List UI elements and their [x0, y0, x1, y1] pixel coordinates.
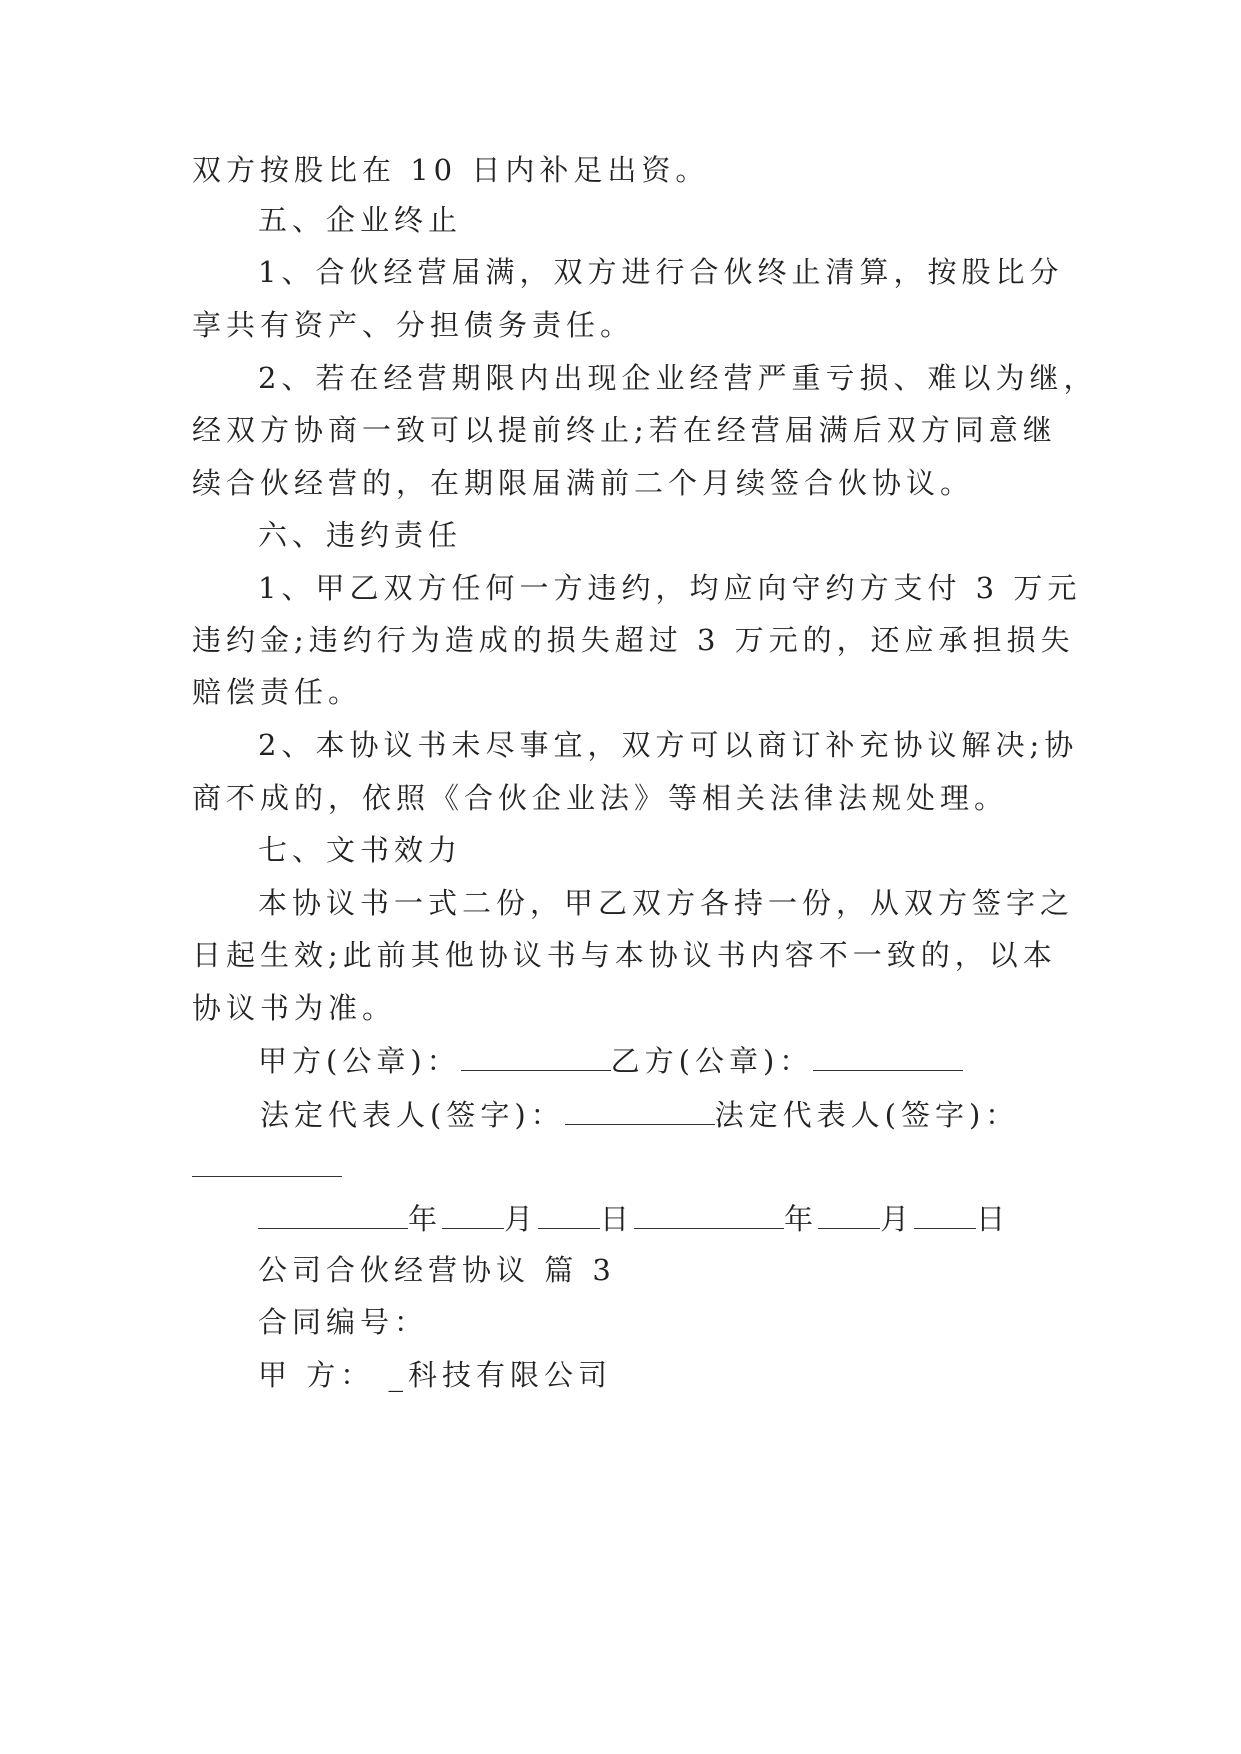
paragraph-line: 2、本协议书未尽事宜，双方可以商订补充协议解决;协 — [258, 728, 1079, 762]
legal-rep-a-blank — [565, 1094, 715, 1125]
legal-rep-b-blank — [192, 1146, 342, 1177]
section-heading: 五、企业终止 — [258, 203, 463, 237]
paragraph-line: 商不成的，依照《合伙企业法》等相关法律法规处理。 — [192, 781, 1009, 815]
date-day-blank — [914, 1198, 976, 1229]
paragraph-line: 2、若在经营期限内出现企业经营严重亏损、难以为继， — [258, 361, 1098, 395]
party-a-label: 甲 方： — [258, 1358, 375, 1392]
paragraph-line: 享共有资产、分担债务责任。 — [192, 308, 635, 342]
year-label: 年 — [408, 1202, 443, 1236]
party-a-seal-label: 甲方(公章)： — [258, 1044, 461, 1078]
seal-signature-line — [258, 1040, 1138, 1081]
month-label: 月 — [504, 1202, 539, 1236]
day-label: 日 — [600, 1202, 635, 1236]
paragraph-line: 日起生效;此前其他协议书与本协议书内容不一致的，以本 — [192, 938, 1057, 972]
party-a-value: _科技有限公司 — [388, 1358, 612, 1392]
party-b-seal-blank — [813, 1040, 963, 1071]
paragraph-line: 续合伙经营的，在期限届满前二个月续签合伙协议。 — [192, 466, 975, 500]
legal-rep-b-label: 法定代表人(签字)： — [714, 1098, 1020, 1132]
party-a-seal-blank — [461, 1040, 611, 1071]
section-title: 公司合伙经营协议 篇 3 — [258, 1253, 616, 1287]
legal-rep-line — [260, 1094, 1140, 1135]
paragraph-line: 1、合伙经营届满，双方进行合伙终止清算，按股比分 — [258, 255, 1064, 289]
year-label: 年 — [784, 1202, 819, 1236]
legal-rep-b-wrapped-line — [192, 1146, 1072, 1187]
legal-rep-a-label: 法定代表人(签字)： — [260, 1098, 565, 1132]
paragraph-line: 1、甲乙双方任何一方违约，均应向守约方支付 3 万元 — [258, 571, 1082, 605]
date-year-blank — [634, 1198, 784, 1229]
paragraph-line: 违约金;违约行为造成的损失超过 3 万元的，还应承担损失 — [192, 623, 1075, 657]
section-heading: 六、违约责任 — [258, 518, 463, 552]
party-a-line — [258, 1355, 1138, 1395]
date-day-blank — [538, 1198, 600, 1229]
date-month-blank — [442, 1198, 504, 1229]
section-heading: 七、文书效力 — [258, 833, 463, 867]
paragraph-line: 双方按股比在 10 日内补足出资。 — [192, 153, 710, 187]
paragraph-line: 协议书为准。 — [192, 991, 397, 1025]
date-month-blank — [818, 1198, 880, 1229]
date-year-blank — [258, 1198, 408, 1229]
date-line — [258, 1198, 1138, 1239]
paragraph-line: 经双方协商一致可以提前终止;若在经营届满后双方同意继 — [192, 413, 1057, 447]
day-label: 日 — [976, 1202, 1011, 1236]
paragraph-line: 本协议书一式二份，甲乙双方各持一份，从双方签字之 — [258, 886, 1075, 920]
party-b-seal-label: 乙方(公章)： — [610, 1044, 814, 1078]
contract-number-label: 合同编号： — [258, 1305, 429, 1339]
paragraph-line: 赔偿责任。 — [192, 675, 363, 709]
month-label: 月 — [880, 1202, 915, 1236]
